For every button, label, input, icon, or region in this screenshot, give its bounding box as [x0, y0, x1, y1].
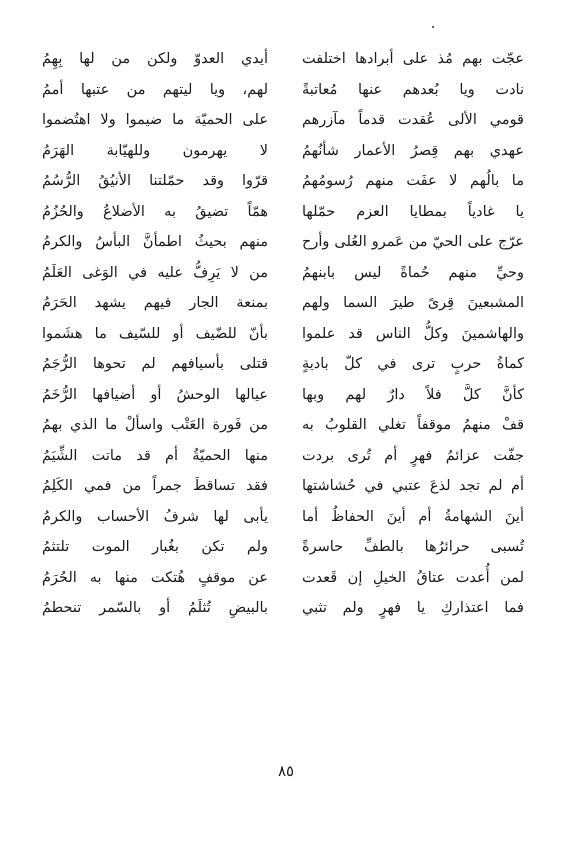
verse-second-hemistich: على الحميّة ما ضيموا ولا اهتُضموا: [42, 112, 268, 129]
verse-first-hemistich: وحيِّ منهم حُماةً ليس بابنهمُ: [302, 264, 524, 281]
verse-first-hemistich: المشبعينَ قِرىً طيرَ السما ولهم: [302, 295, 524, 312]
page-number: ٨٥: [277, 762, 295, 780]
verse-line: [40, 105, 530, 136]
verse-line: [40, 258, 530, 289]
verse-second-hemistich: أيدي العدوّ ولكن من لها بِهِمُ: [42, 51, 268, 68]
verse-first-hemistich: فما اعتذاركِ يا فهرٍ ولم تثبي: [302, 600, 524, 617]
verse-second-hemistich: لا يهرمون وللهيّابة الهَرَمُ: [42, 142, 268, 159]
verse-line: [40, 197, 530, 228]
verse-line: [40, 593, 530, 624]
verse-second-hemistich: بمنعة الجار فيهم يشهد الحَرَمُ: [42, 295, 268, 312]
verse-line: [40, 380, 530, 411]
verse-line: [40, 75, 530, 106]
verse-second-hemistich: بالبيضِ تُثلَمُ أو بالسّمر تنحطمُ: [42, 600, 268, 617]
verse-second-hemistich: منها الحميّةُ أم قد ماتت الشِّيَمُ: [42, 447, 268, 464]
verse-line: [40, 410, 530, 441]
verse-first-hemistich: أم لم تجد لذعَ عتبي في حُشاشتها: [302, 478, 524, 495]
ink-speck: [432, 26, 434, 28]
verse-line: [40, 471, 530, 502]
verse-second-hemistich: همّاً تضيقُ به الأضلاعُ والحُزُمُ: [42, 203, 268, 220]
verse-second-hemistich: من لا يَرِفُّ عليه في الوَغى العَلَمُ: [42, 264, 268, 281]
verse-line: [40, 136, 530, 167]
verse-second-hemistich: من فَورة العَتْب واسألْ ما الذي بهمُ: [42, 417, 268, 434]
verse-line: [40, 319, 530, 350]
verse-line: [40, 349, 530, 380]
verse-first-hemistich: قومي الألى عُقدت قدماً مآزرهم: [302, 112, 524, 129]
verse-first-hemistich: ما بالُهم لا عفَت منهم رُسومُهمُ: [302, 173, 524, 190]
verse-first-hemistich: لمن أُعدت عتاقُ الخيلِ إن قَعدت: [302, 569, 524, 586]
verse-first-hemistich: عجّت بهم مُذ على أبرادها اختلفت: [302, 51, 524, 68]
verse-line: [40, 227, 530, 258]
verse-second-hemistich: لهم، ويا ليتهم من عتبها أممُ: [42, 81, 268, 98]
verse-line: [40, 288, 530, 319]
verse-second-hemistich: منهم بحيثُ اطمأنَّ البأسُ والكرمُ: [42, 234, 268, 251]
verse-second-hemistich: عن موقفٍ هُتكت منها به الحُرَمُ: [42, 569, 268, 586]
verse-first-hemistich: كأنَّ كلَّ فلاً دارٌ لهم وبها: [302, 386, 524, 403]
verse-second-hemistich: فقد تساقطَ جمراً من فمي الكَلِمُ: [42, 478, 268, 495]
verse-first-hemistich: عرّج على الحيّ من عَمرو العُلى وأرح: [302, 234, 524, 251]
verse-first-hemistich: تُسبى حرائرُها بالطفِّ حاسرةً: [302, 539, 524, 556]
verse-first-hemistich: عهدي بهم قِصرُ الأعمار شأنُهمُ: [302, 142, 524, 159]
verse-line: [40, 563, 530, 594]
verse-second-hemistich: ولم تكن بغُبار الموت تلتثمُ: [42, 539, 268, 556]
verse-first-hemistich: نادت ويا بُعدهم عنها مُعاتبةً: [302, 81, 524, 98]
verse-first-hemistich: أينَ الشهامةُ أم أينَ الحفاظُ أما: [302, 508, 524, 525]
verse-line: [40, 166, 530, 197]
verse-line: [40, 502, 530, 533]
verse-line: [40, 44, 530, 75]
verse-second-hemistich: عيالها الوحشُ أو أضيافها الرُّخَمُ: [42, 386, 268, 403]
verse-first-hemistich: يا غادياً بمطايا العزم حمّلها: [302, 203, 524, 220]
verse-second-hemistich: يأبى لها شرفُ الأحساب والكرمُ: [42, 508, 268, 525]
verse-second-hemistich: بأنّ للضّيف أو للسّيف ما هشَموا: [42, 325, 268, 342]
poem: [40, 44, 530, 624]
verse-second-hemistich: قرّوا وقد حمّلتنا الأنيُقُ الرُّسُمُ: [42, 173, 268, 190]
verse-first-hemistich: قفْ منهمُ موقفاً تغلي القلوبُ به: [302, 417, 524, 434]
verse-line: [40, 441, 530, 472]
verse-second-hemistich: قتلى بأسيافهم لم تحوها الرُّجَمُ: [42, 356, 268, 373]
verse-line: [40, 532, 530, 563]
verse-first-hemistich: كماةُ حربٍ ترى في كلّ باديةٍ: [302, 356, 524, 373]
verse-first-hemistich: جفّت عزائمُ فهرٍ أم تُرى بردت: [302, 447, 524, 464]
verse-first-hemistich: والهاشمينَ وكلُّ الناس قد علموا: [302, 325, 524, 342]
